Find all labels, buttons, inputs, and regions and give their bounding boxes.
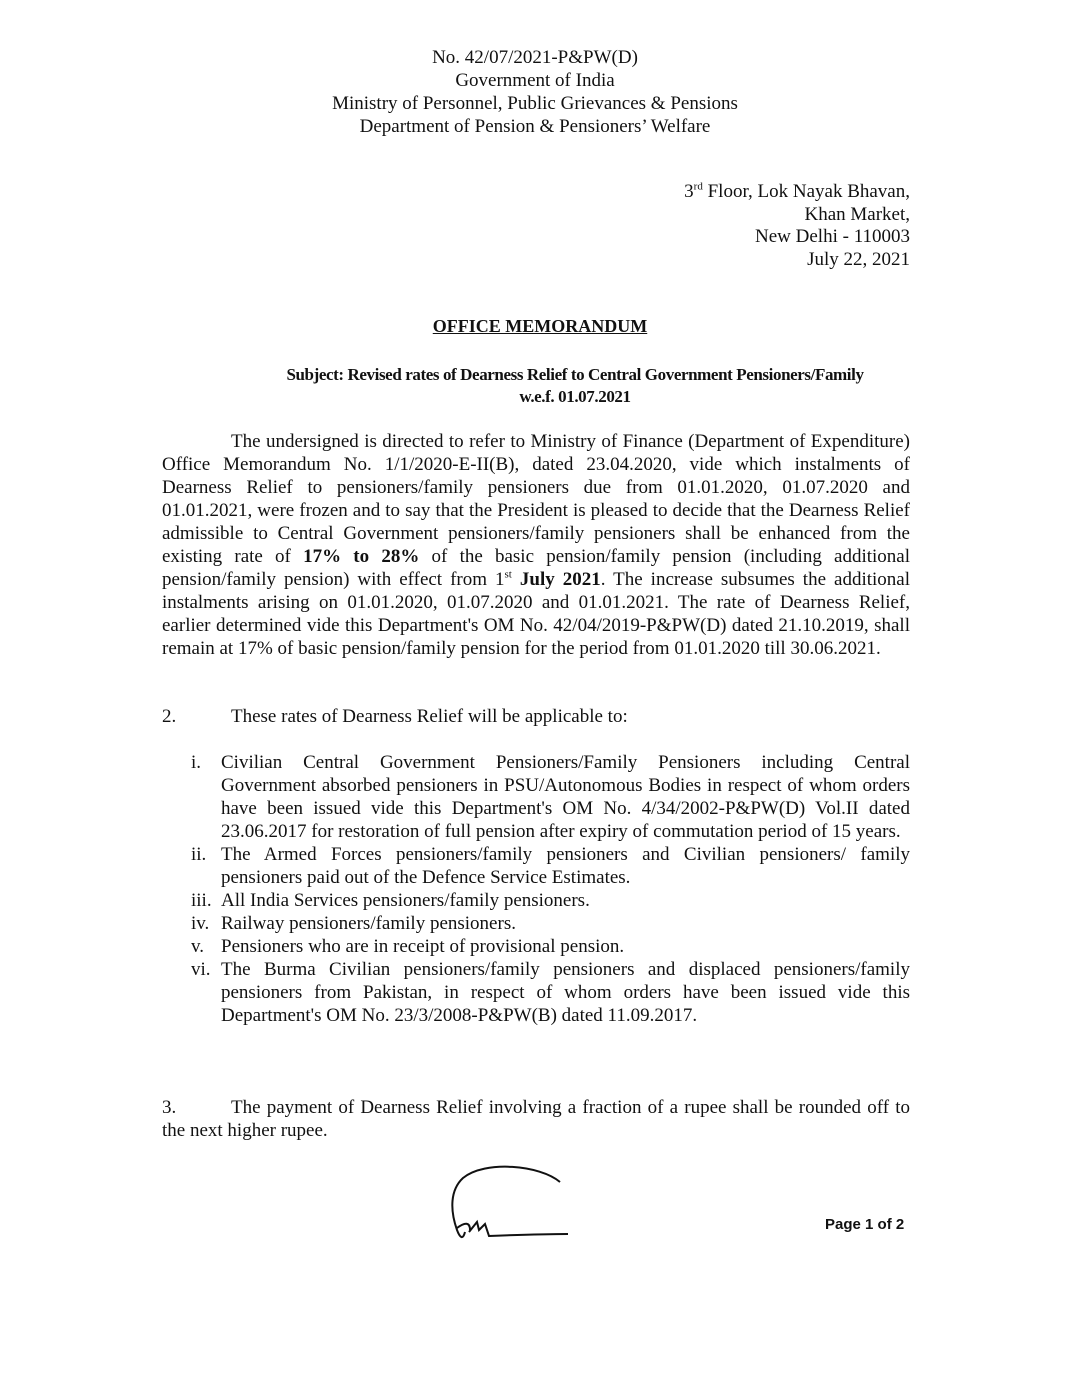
para3-text: The payment of Dearness Relief involving a fraction of a rupee shall be rounded off to the next higher rupee. [162, 1097, 910, 1141]
document-title: OFFICE MEMORANDUM [432, 316, 648, 336]
list-item-text: All India Services pensioners/family pensioners. [221, 890, 590, 911]
applicability-list [162, 751, 910, 1027]
list-item-numeral: i. [191, 752, 202, 773]
para1-text-2: of the basic pension/family pension (including additional pension/family pension) with effect from 1 [162, 546, 911, 590]
government-name: Government of India [455, 70, 615, 91]
list-item-number [162, 958, 221, 1027]
floor-text: Floor, Lok Nayak Bhavan, [702, 181, 910, 202]
memo-number: No. 42/07/2021-P&PW(D) [432, 47, 638, 68]
document-header [200, 46, 870, 138]
department-name: Department of Pension & Pensioners’ Welfare [359, 116, 711, 137]
address-line-1 [684, 181, 910, 204]
subject [200, 364, 950, 408]
list-item-number [162, 843, 221, 889]
subject-line-1: Subject: Revised rates of Dearness Relief to Central Government Pensioners/Family [286, 365, 864, 384]
para1-rate: 17% to 28% [303, 546, 420, 567]
address-line-2: Khan Market, [804, 203, 910, 225]
list-item [162, 912, 910, 935]
address-block [684, 181, 910, 271]
signature [445, 1160, 585, 1251]
list-item-number [162, 751, 221, 843]
list-item-number [162, 912, 221, 935]
address-line-3: New Delhi - 110003 [755, 226, 910, 247]
para2-text: These rates of Dearness Relief will be applicable to: [231, 706, 628, 727]
subject-line-2: w.e.f. 01.07.2021 [519, 387, 631, 406]
ministry-name: Ministry of Personnel, Public Grievances & Pensions [332, 93, 738, 114]
list-item-text: Railway pensioners/family pensioners. [221, 913, 516, 934]
floor-number: 3 [684, 181, 694, 202]
memo-date: July 22, 2021 [807, 248, 910, 270]
paragraph-2 [162, 705, 910, 728]
para1-sup: st [504, 568, 512, 581]
list-item [162, 958, 910, 1027]
list-item-number [162, 889, 221, 912]
list-item-numeral: v. [191, 936, 205, 957]
list-item-text: Civilian Central Government Pensioners/Family Pensioners including Central Government absorbed pensioners in PSU/Autonomous Bodies in respect of whom orders have been issued vide this Department's OM No. 4/34/2002-P&PW(D) Vol.II dated 23.06.2017 for restoration of full pension after expiry of commutation period of 15 years. [221, 752, 910, 842]
para1-text-3: . The increase subsumes the additional instalments arising on 01.01.2020, 01.07.2020 and 01.01.2021. The rate of Dearness Relief, earlier determined vide this Department's OM No. 42/04/2019-P&PW(D) dated 21.10.2019, shall remain at 17% of basic pension/family pension for the period from 01.01.2020 till 30.06.2021. [162, 569, 911, 659]
page-label: Page [825, 1216, 866, 1233]
page-current: 1 [865, 1216, 874, 1233]
para3-number: 3. [162, 1097, 177, 1118]
list-item [162, 889, 910, 912]
floor-suffix: rd [693, 180, 703, 193]
list-item-numeral: vi. [191, 959, 211, 980]
list-item [162, 751, 910, 843]
para1-text-1: The undersigned is directed to refer to Ministry of Finance (Department of Expenditure) Office Memorandum No. 1/1/2020-E-II(B), dated 23.04.2020, vide which instalments of Dearness Relief to pensioners/family pensioners due from 01.01.2020, 01.07.2020 and 01.01.2021, were frozen and to say that the President is pleased to decide that the Dearness Relief admissible to Central Government pensioners/family pensioners shall be enhanced from the existing rate of [162, 431, 910, 567]
page-total: of 2 [873, 1216, 905, 1233]
list-item [162, 843, 910, 889]
para2-number: 2. [162, 706, 177, 727]
paragraph-3 [162, 1096, 910, 1142]
list-item-text: The Burma Civilian pensioners/family pensioners and displaced pensioners/family pensioners from Pakistan, in respect of whom orders have been issued vide this Department's OM No. 23/3/2008-P&PW(B) dated 11.09.2017. [221, 959, 910, 1026]
list-item-numeral: iv. [191, 913, 210, 934]
paragraph-1 [162, 430, 910, 660]
para1-effective-date: July 2021 [511, 569, 601, 590]
page-number [825, 1216, 904, 1233]
list-item-numeral: iii. [191, 890, 212, 911]
list-item-numeral: ii. [191, 844, 207, 865]
list-item-text: The Armed Forces pensioners/family pensioners and Civilian pensioners/ family pensioners paid out of the Defence Service Estimates. [221, 844, 910, 888]
list-item-number [162, 935, 221, 958]
list-item [162, 935, 910, 958]
list-item-text: Pensioners who are in receipt of provisional pension. [221, 936, 625, 957]
